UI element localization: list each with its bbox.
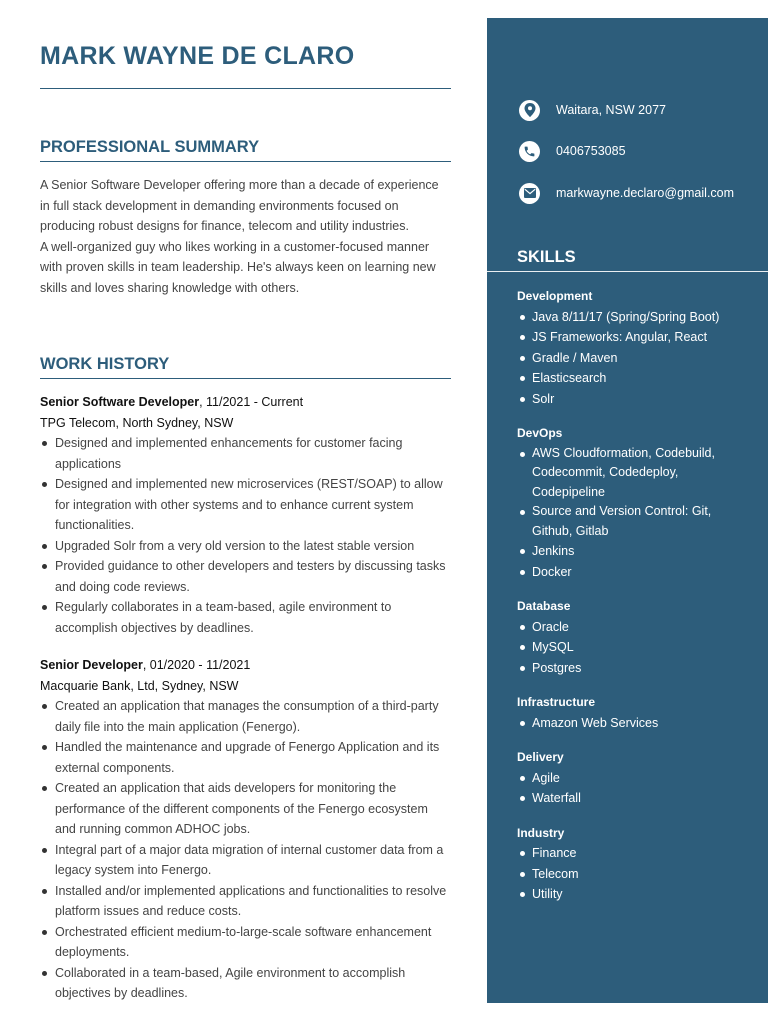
skill-item: Oracle — [517, 617, 752, 638]
job-company-line — [40, 413, 451, 434]
summary-heading: PROFESSIONAL SUMMARY — [40, 138, 260, 156]
job-bullet: Installed and/or implemented applications and functionalities to resolve platform issues and reduce costs. — [40, 881, 451, 922]
skill-category: DevOps — [517, 426, 563, 440]
skill-group — [517, 747, 752, 809]
job-bullet: Designed and implemented new microservices (REST/SOAP) to allow for integration with other systems and to enhance current system functionalities. — [40, 474, 451, 536]
skill-item: Elasticsearch — [517, 368, 752, 389]
job-location: , Sydney, NSW — [154, 678, 239, 693]
skill-category: Infrastructure — [517, 695, 596, 709]
skill-item: Solr — [517, 389, 752, 410]
job-title: Senior Software Developer — [40, 395, 200, 409]
job-bullet: Provided guidance to other developers and testers by discussing tasks and doing code reviews. — [40, 556, 451, 597]
job-location: , North Sydney, NSW — [115, 415, 234, 430]
skill-category: Industry — [517, 825, 565, 840]
skill-group — [517, 692, 752, 733]
contact-location-text: Waitara, NSW 2077 — [556, 103, 666, 117]
work-history-heading: WORK HISTORY — [40, 355, 170, 373]
skill-item: Java 8/11/17 (Spring/Spring Boot) — [517, 307, 752, 328]
skill-group — [517, 596, 752, 678]
sidebar — [487, 18, 768, 1003]
job-dates: , 11/2021 - Current — [199, 395, 304, 409]
skill-item: Postgres — [517, 658, 752, 679]
job-company: TPG Telecom — [40, 415, 116, 430]
envelope-icon — [519, 183, 540, 204]
candidate-name: MARK WAYNE DE CLARO — [40, 42, 355, 70]
skill-category: Delivery — [517, 750, 564, 764]
summary-divider — [40, 161, 451, 162]
skill-item: Source and Version Control: Git, Github, Gitlab — [517, 502, 752, 541]
skill-item: AWS Cloudformation, Codebuild, Codecommit, Codedeploy, Codepipeline — [517, 444, 752, 503]
skill-item: Gradle / Maven — [517, 348, 752, 369]
skill-item: Jenkins — [517, 541, 752, 562]
skill-item: Agile — [517, 768, 752, 789]
job-company: Macquarie Bank, Ltd — [40, 678, 155, 693]
skill-item: MySQL — [517, 637, 752, 658]
job-bullet: Collaborated in a team-based, Agile environment to accomplish objectives by deadlines. — [40, 963, 451, 1004]
skill-group — [517, 286, 752, 409]
job-bullet: Upgraded Solr from a very old version to the latest stable version — [40, 536, 451, 557]
skill-item: Finance — [517, 843, 752, 864]
contact-email — [519, 181, 734, 205]
skills-heading: SKILLS — [517, 248, 576, 266]
skills-divider — [487, 271, 768, 272]
contact-email-text: markwayne.declaro@gmail.com — [556, 186, 735, 200]
job-title: Senior Developer — [40, 658, 143, 672]
name-divider — [40, 88, 451, 89]
job-title-line — [40, 655, 451, 676]
location-pin-icon — [519, 100, 540, 121]
skill-group — [517, 423, 752, 582]
summary-text — [40, 175, 451, 298]
summary-paragraph: A well-organized guy who likes working in a customer-focused manner with proven skills in team leadership. He's always keen on learning new skills and loves sharing knowledge with others. — [40, 239, 436, 295]
summary-paragraph: A Senior Software Developer offering more than a decade of experience in full stack development in demanding environments focused on producing robust designs for finance, telecom and utility industries. — [40, 178, 439, 233]
skill-item: Amazon Web Services — [517, 713, 752, 734]
job-bullet: Created an application that manages the consumption of a third-party daily file into the main application (Fenergo). — [40, 696, 451, 737]
contact-phone-text: 0406753085 — [556, 144, 626, 158]
job-responsibilities — [40, 433, 451, 638]
skill-item: Docker — [517, 562, 752, 583]
contact-phone — [519, 139, 626, 163]
job-bullet: Designed and implemented enhancements for customer facing applications — [40, 433, 451, 474]
job-bullet: Created an application that aids developers for monitoring the performance of the different components of the Fenergo ecosystem and running common ADHOC jobs. — [40, 778, 451, 840]
phone-icon — [519, 141, 540, 162]
skills-list — [517, 286, 752, 919]
skill-group — [517, 823, 752, 905]
work-history-divider — [40, 378, 451, 379]
skill-item: Waterfall — [517, 788, 752, 809]
job-bullet: Orchestrated efficient medium-to-large-scale software enhancement deployments. — [40, 922, 451, 963]
skill-item: Utility — [517, 884, 752, 905]
job-title-line — [40, 392, 451, 413]
job-entry — [40, 655, 451, 1004]
skill-category: Development — [517, 289, 593, 303]
job-company-line — [40, 676, 451, 697]
job-bullet: Integral part of a major data migration of internal customer data from a legacy system into Fenergo. — [40, 840, 451, 881]
skill-item: Telecom — [517, 864, 752, 885]
contact-location — [519, 98, 666, 122]
job-entry — [40, 392, 451, 638]
skill-item: JS Frameworks: Angular, React — [517, 327, 752, 348]
skill-category: Database — [517, 599, 571, 613]
job-dates: , 01/2020 - 11/2021 — [142, 658, 251, 672]
job-bullet: Handled the maintenance and upgrade of Fenergo Application and its external components. — [40, 737, 451, 778]
job-responsibilities — [40, 696, 451, 1004]
job-bullet: Regularly collaborates in a team-based, agile environment to accomplish objectives by deadlines. — [40, 597, 451, 638]
